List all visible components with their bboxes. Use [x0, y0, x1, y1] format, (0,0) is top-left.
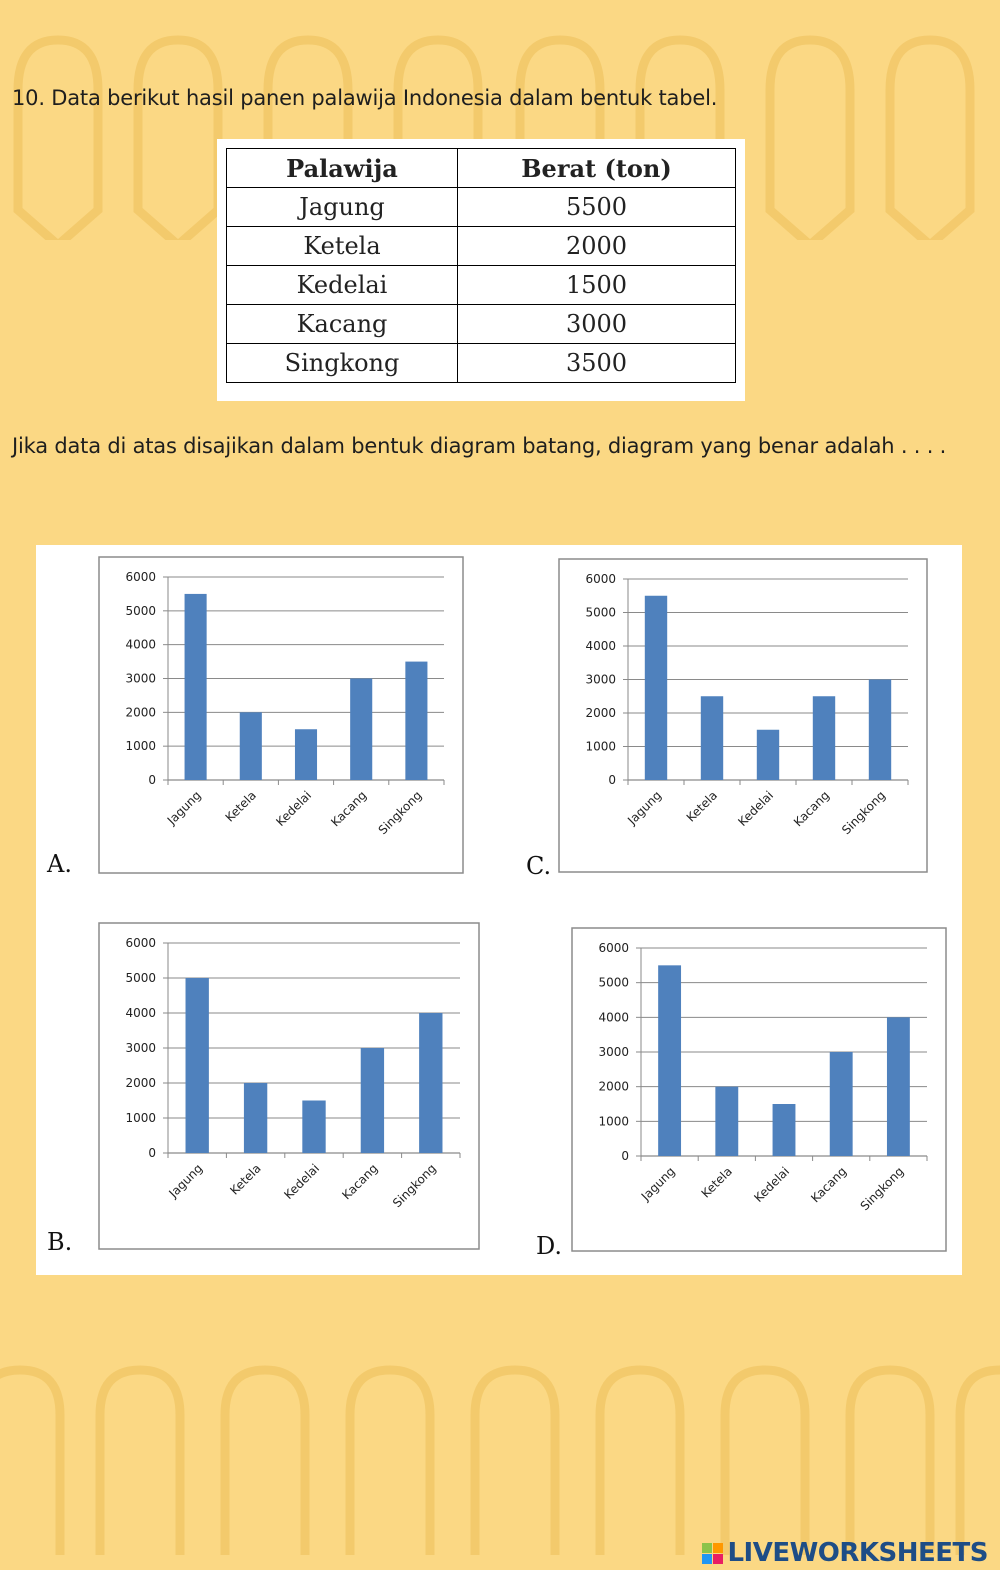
y-tick-label: 3000 [125, 1041, 156, 1055]
y-tick-label: 0 [148, 1146, 156, 1160]
x-tick-label: Kedelai [273, 788, 315, 830]
x-tick-label: Kedelai [281, 1161, 323, 1203]
column-header-palawija: Palawija [227, 149, 458, 188]
y-tick-label: 2000 [585, 706, 616, 720]
y-tick-label: 3000 [598, 1045, 629, 1059]
x-tick-label: Singkong [839, 788, 889, 838]
x-tick-label: Ketela [683, 788, 721, 825]
y-tick-label: 6000 [125, 570, 156, 584]
chart-option-c[interactable] [558, 558, 928, 873]
bar [830, 1052, 853, 1156]
bar [869, 680, 891, 781]
y-tick-label: 1000 [598, 1114, 629, 1129]
y-tick-label: 1000 [125, 739, 156, 754]
bar [813, 696, 835, 780]
x-tick-label: Kedelai [735, 788, 777, 830]
y-tick-label: 6000 [585, 572, 616, 586]
x-tick-label: Kacang [328, 788, 370, 830]
y-tick-label: 4000 [598, 1010, 629, 1025]
question-text: 10. Data berikut hasil panen palawija Indonesia dalam bentuk tabel. [12, 86, 718, 110]
y-tick-label: 0 [148, 773, 156, 787]
data-table-card [217, 139, 745, 401]
table-row [227, 305, 736, 344]
harvest-table [226, 148, 736, 383]
option-label-b: B. [47, 1228, 73, 1256]
x-tick-label: Kacang [790, 788, 833, 830]
bar [773, 1104, 796, 1156]
bar [350, 679, 372, 781]
bar [361, 1048, 384, 1153]
y-tick-label: 4000 [125, 1006, 156, 1020]
y-tick-label: 5000 [125, 603, 156, 618]
y-tick-label: 6000 [125, 936, 156, 950]
table-cell: Singkong [227, 344, 458, 383]
table-cell: Kacang [227, 305, 458, 344]
y-tick-label: 2000 [125, 1076, 156, 1090]
option-label-a: A. [47, 850, 72, 878]
y-tick-label: 0 [621, 1149, 629, 1163]
table-cell: Kedelai [227, 266, 458, 305]
bar [715, 1087, 738, 1156]
liveworksheets-wordmark: LIVEWORKSHEETS [727, 1538, 988, 1568]
y-tick-label: 5000 [598, 975, 629, 990]
y-tick-label: 6000 [598, 941, 629, 955]
table-cell: 1500 [458, 266, 736, 305]
x-tick-label: Jagung [164, 788, 204, 828]
bar [244, 1083, 267, 1153]
table-cell: 3500 [458, 344, 736, 383]
liveworksheets-icon [702, 1543, 723, 1564]
bar [701, 696, 723, 780]
bar [658, 965, 681, 1156]
charts-panel [36, 545, 962, 1275]
column-header-berat: Berat (ton) [458, 149, 736, 188]
bar [186, 978, 209, 1153]
bar [302, 1101, 325, 1154]
table-row [227, 344, 736, 383]
bar [405, 662, 427, 780]
table-cell: 3000 [458, 305, 736, 344]
prompt-text: Jika data di atas disajikan dalam bentuk diagram batang, diagram yang benar adalah . . . . [12, 434, 947, 458]
table-row [227, 227, 736, 266]
liveworksheets-logo [702, 1538, 988, 1568]
y-tick-label: 0 [608, 773, 616, 787]
y-tick-label: 1000 [125, 1111, 156, 1125]
table-cell: Jagung [227, 188, 458, 227]
chart-option-d[interactable] [571, 927, 947, 1252]
table-row [227, 188, 736, 227]
option-label-d: D. [536, 1232, 563, 1260]
y-tick-label: 1000 [585, 739, 616, 754]
x-tick-label: Jagung [624, 788, 665, 828]
bar [185, 594, 207, 780]
x-tick-label: Kedelai [751, 1164, 793, 1206]
bar [645, 596, 667, 780]
y-tick-label: 4000 [585, 639, 616, 653]
bar [757, 730, 779, 780]
bar [240, 712, 262, 780]
y-tick-label: 3000 [125, 671, 156, 686]
option-label-c: C. [526, 852, 552, 880]
y-tick-label: 5000 [585, 605, 616, 620]
y-tick-label: 4000 [125, 637, 156, 652]
table-cell: 2000 [458, 227, 736, 266]
bar [887, 1017, 910, 1156]
x-tick-label: Ketela [227, 1161, 264, 1198]
y-tick-label: 2000 [125, 705, 156, 720]
x-tick-label: Jagung [166, 1161, 206, 1201]
y-tick-label: 2000 [598, 1079, 629, 1094]
x-tick-label: Singkong [389, 1161, 439, 1211]
x-tick-label: Singkong [857, 1164, 907, 1214]
chart-option-a[interactable] [98, 556, 464, 874]
x-tick-label: Kacang [808, 1164, 850, 1206]
chart-option-b[interactable] [98, 922, 480, 1250]
bar [295, 729, 317, 780]
y-tick-label: 5000 [125, 971, 156, 985]
x-tick-label: Singkong [375, 788, 425, 838]
table-row [227, 266, 736, 305]
table-cell: 5500 [458, 188, 736, 227]
table-header-row [227, 149, 736, 188]
bar [419, 1013, 442, 1153]
x-tick-label: Jagung [638, 1164, 678, 1204]
x-tick-label: Ketela [698, 1164, 735, 1201]
x-tick-label: Ketela [222, 788, 259, 825]
table-cell: Ketela [227, 227, 458, 266]
x-tick-label: Kacang [339, 1161, 381, 1203]
y-tick-label: 3000 [585, 672, 616, 687]
